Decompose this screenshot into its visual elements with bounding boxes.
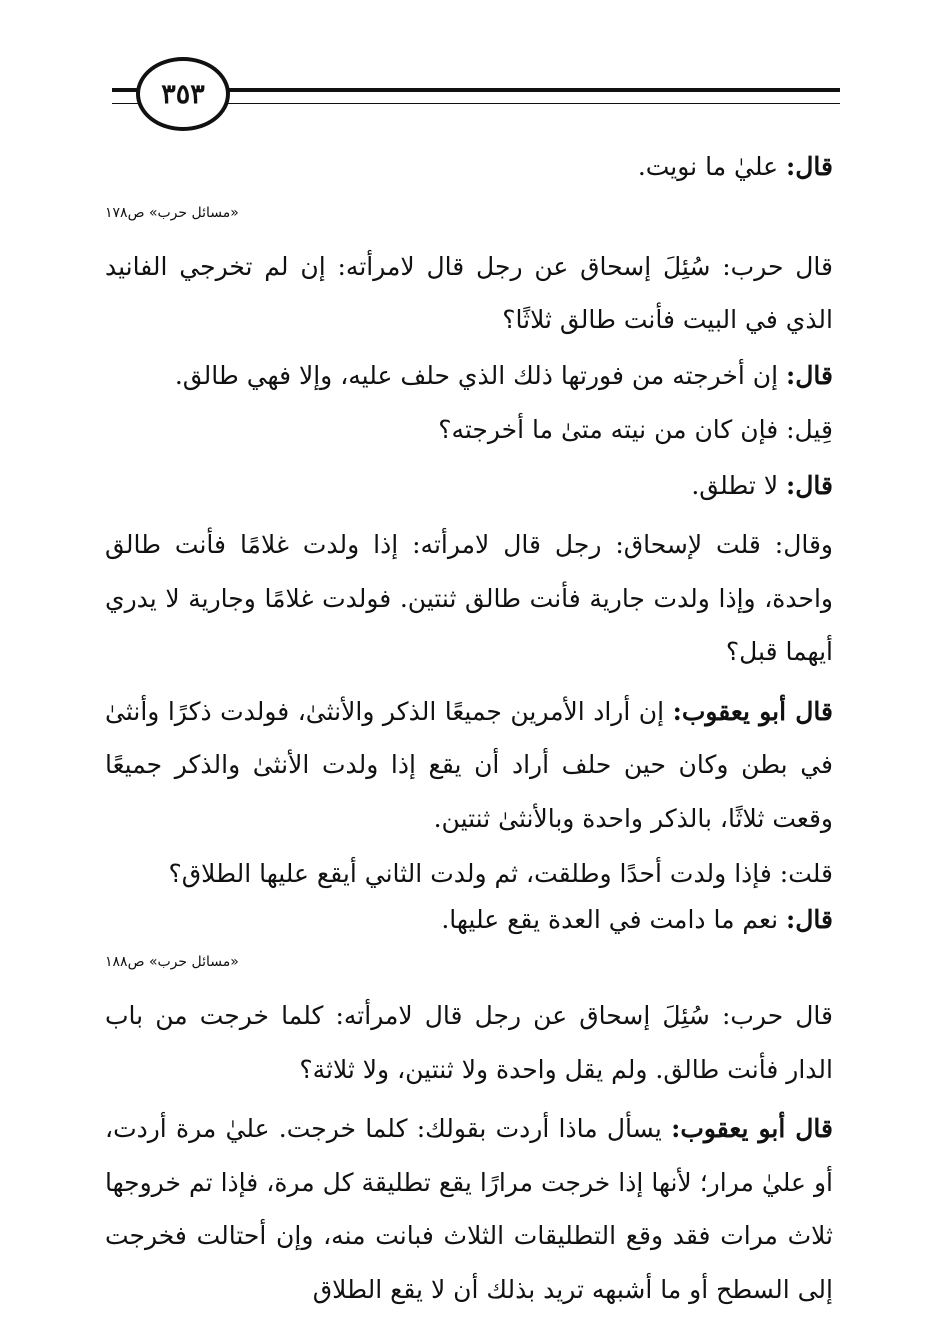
paragraph: [105, 353, 833, 399]
paragraph-text: نعم ما دامت في العدة يقع عليها.: [441, 905, 787, 934]
speaker-label: قال:: [786, 470, 833, 500]
paragraph: [105, 897, 833, 943]
paragraph: [105, 989, 833, 1096]
paragraph: [105, 851, 833, 897]
paragraph-text: وقال: قلت لإسحاق: رجل قال لامرأته: إذا ولدت غلامًا فأنت طالق واحدة، وإذا ولدت جارية فأنت طالق ثنتين. فولدت غلامًا وجارية لا يدري أيهما قبل؟: [105, 530, 833, 666]
page-body: [105, 140, 833, 1316]
paragraph-text: عليٰ ما نويت.: [637, 152, 787, 181]
paragraph-text: يسأل ماذا أردت بقولك: كلما خرجت. عليٰ مرة أردت، أو عليٰ مرار؛ لأنها إذا خرجت مرارًا يقع تطليقة كل مرة، فإذا تم خروجها ثلاث مرات فقد وقع التطليقات الثلاث فبانت منه، وإن أحتالت فخرجت إلى السطح أو ما أشبهه تريد بذلك أن لا يقع الطلاق: [105, 1114, 833, 1304]
speaker-label: قال:: [786, 905, 833, 934]
paragraph-text: قلت: فإذا ولدت أحدًا وطلقت، ثم ولدت الثاني أيقع عليها الطلاق؟: [168, 859, 833, 888]
source-citation: «مسائل حرب» ص١٧٨: [105, 204, 239, 221]
speaker-label: قال:: [786, 360, 833, 390]
paragraph-text: لا تطلق.: [691, 470, 787, 500]
paragraph-text: قِيل: فإن كان من نيته متىٰ ما أخرجته؟: [438, 414, 833, 444]
paragraph: [105, 459, 833, 513]
paragraph: [105, 240, 833, 347]
page-number: ٣٥٣: [136, 57, 230, 131]
paragraph: [105, 518, 833, 679]
source-citation: «مسائل حرب» ص١٨٨: [105, 954, 239, 970]
paragraph: [105, 140, 833, 194]
paragraph-text: إن أراد الأمرين جميعًا الذكر والأنثىٰ، فولدت ذكرًا وأنثىٰ في بطن وكان حين حلف أراد أن يقع إذا ولدت الأنثىٰ والذكر جميعًا وقعت ثلاثًا، بالذكر واحدة وبالأنثىٰ ثنتين.: [105, 696, 833, 833]
paragraph: [105, 685, 833, 846]
paragraph: [105, 407, 833, 453]
paragraph: [105, 1102, 833, 1316]
speaker-label: قال:: [786, 152, 833, 181]
paragraph-text: قال حرب: سُئِلَ إسحاق عن رجل قال لامرأته: كلما خرجت من باب الدار فأنت طالق. ولم يقل واحدة ولا ثنتين، ولا ثلاثة؟: [105, 1001, 833, 1084]
paragraph-text: قال حرب: سُئِلَ إسحاق عن رجل قال لامرأته: إن لم تخرجي الفانيد الذي في البيت فأنت طالق ثلاثًا؟: [105, 251, 833, 334]
speaker-label: قال أبو يعقوب:: [672, 696, 833, 726]
paragraph-text: إن أخرجته من فورتها ذلك الذي حلف عليه، وإلا فهي طالق.: [174, 360, 787, 390]
speaker-label: قال أبو يعقوب:: [671, 1114, 833, 1143]
